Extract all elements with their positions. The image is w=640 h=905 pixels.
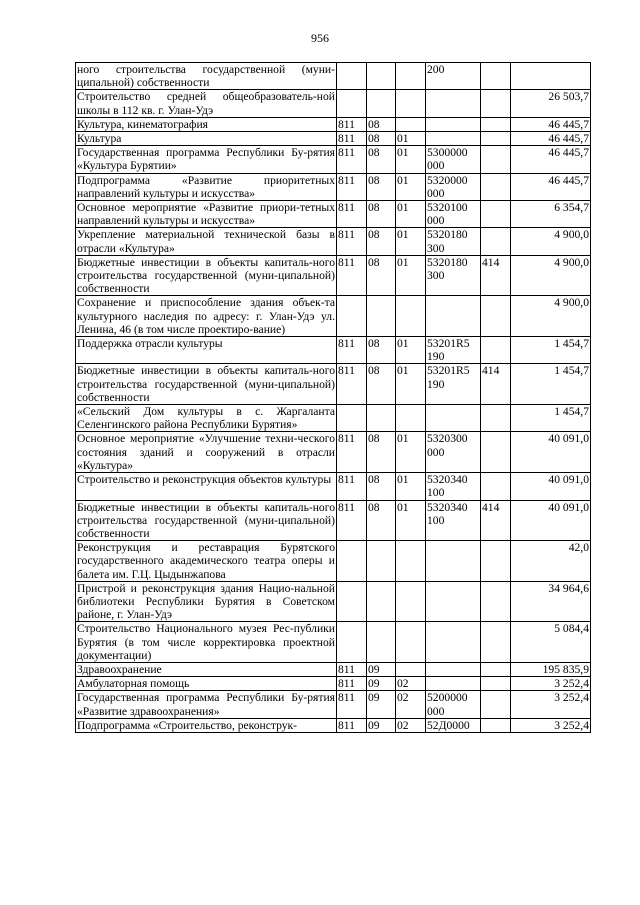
row-amount-cell (511, 63, 591, 90)
row-amount-cell: 34 964,6 (511, 581, 591, 622)
row-expense-type-cell (481, 90, 511, 117)
row-name-cell: Пристрой и реконструкция здания Нацио-нальной библиотеки Республики Бурятия в Советском районе, г. Улан-Удэ (77, 581, 335, 622)
row-subsection-cell: 01 (396, 132, 426, 146)
table-row (76, 677, 591, 691)
row-target-article-cell (426, 677, 481, 691)
row-amount-cell: 3 252,4 (511, 718, 591, 732)
table-row (76, 228, 591, 255)
row-subsection-cell: 01 (396, 255, 426, 296)
row-expense-type-cell (481, 405, 511, 432)
table-row (76, 718, 591, 732)
table-row (76, 405, 591, 432)
table-row (76, 581, 591, 622)
row-grbs-cell (337, 90, 367, 117)
row-subsection-cell (396, 296, 426, 337)
row-subsection-cell: 01 (396, 173, 426, 200)
row-name-cell: Здравоохранение (76, 662, 337, 676)
row-amount-cell: 26 503,7 (511, 90, 591, 117)
row-section-cell (367, 90, 396, 117)
budget-table (75, 62, 591, 733)
row-section-cell: 09 (367, 662, 396, 676)
row-target-article-cell: 5200000 000 (426, 691, 481, 718)
row-amount-cell: 1 454,7 (511, 337, 591, 364)
row-amount-cell: 5 084,4 (511, 622, 591, 663)
row-expense-type-cell (481, 662, 511, 676)
row-subsection-cell (396, 622, 426, 663)
table-row (76, 541, 591, 582)
row-name-cell: Подпрограмма «Строительство, реконструк- (76, 718, 337, 732)
row-name-cell: Культура, кинематография (76, 117, 337, 131)
row-subsection-cell: 02 (396, 691, 426, 718)
row-name-cell: Бюджетные инвестиции в объекты капиталь-ного строительства государственной (муни-ципальной) собственности (77, 500, 335, 540)
row-subsection-cell (396, 405, 426, 432)
row-grbs-cell: 811 (337, 691, 367, 718)
row-subsection-cell: 02 (396, 677, 426, 691)
row-expense-type-cell (481, 677, 511, 691)
row-section-cell: 08 (367, 255, 396, 296)
row-subsection-cell: 01 (396, 146, 426, 173)
row-grbs-cell: 811 (337, 500, 367, 541)
row-grbs-cell (337, 63, 367, 90)
row-grbs-cell: 811 (337, 228, 367, 255)
row-name-cell: Государственная программа Республики Бу-рятия «Развитие здравоохранения» (77, 691, 335, 718)
row-grbs-cell: 811 (337, 255, 367, 296)
row-name-cell: Амбулаторная помощь (76, 677, 337, 691)
row-subsection-cell (396, 581, 426, 622)
table-row (76, 622, 591, 663)
row-section-cell: 08 (367, 117, 396, 131)
row-target-article-cell: 5320100 000 (426, 201, 481, 228)
row-grbs-cell: 811 (337, 718, 367, 732)
row-expense-type-cell (481, 541, 511, 582)
row-target-article-cell: 5320180 300 (426, 255, 481, 296)
row-name-cell: Подпрограмма «Развитие приоритетных направлений культуры и искусства» (77, 173, 335, 200)
table-row (76, 117, 591, 131)
row-target-article-cell (426, 581, 481, 622)
row-expense-type-cell (481, 581, 511, 622)
row-name-cell: Основное мероприятие «Улучшение техни-ческого состояния зданий и сооружений в отрасли «Культура» (77, 432, 335, 472)
page-number: 956 (311, 31, 329, 45)
row-subsection-cell (396, 63, 426, 90)
row-target-article-cell: 53201R5 190 (426, 337, 481, 364)
row-grbs-cell: 811 (337, 473, 367, 500)
row-name-cell: Строительство средней общеобразователь-ной школы в 112 кв. г. Улан-Удэ (77, 90, 335, 117)
row-grbs-cell: 811 (337, 662, 367, 676)
row-subsection-cell: 01 (396, 432, 426, 473)
table-row (76, 364, 591, 405)
row-expense-type-cell (481, 473, 511, 500)
row-subsection-cell: 02 (396, 718, 426, 732)
row-amount-cell: 46 445,7 (511, 146, 591, 173)
row-target-article-cell (426, 662, 481, 676)
table-row (76, 146, 591, 173)
row-expense-type-cell (481, 173, 511, 200)
row-section-cell: 08 (367, 228, 396, 255)
row-grbs-cell: 811 (337, 146, 367, 173)
row-grbs-cell: 811 (337, 677, 367, 691)
row-section-cell: 09 (367, 677, 396, 691)
row-subsection-cell: 01 (396, 364, 426, 405)
row-amount-cell: 195 835,9 (511, 662, 591, 676)
row-subsection-cell: 01 (396, 337, 426, 364)
row-expense-type-cell (481, 146, 511, 173)
row-amount-cell: 1 454,7 (511, 364, 591, 405)
row-subsection-cell: 01 (396, 228, 426, 255)
row-expense-type-cell: 414 (481, 364, 511, 405)
table-row (76, 296, 591, 337)
row-grbs-cell: 811 (337, 432, 367, 473)
row-grbs-cell: 811 (337, 201, 367, 228)
row-target-article-cell (426, 117, 481, 131)
row-target-article-cell: 5320340 100 (426, 500, 481, 541)
row-expense-type-cell (481, 337, 511, 364)
row-grbs-cell: 811 (337, 337, 367, 364)
row-section-cell: 08 (367, 473, 396, 500)
row-section-cell: 08 (367, 146, 396, 173)
row-name-cell: Бюджетные инвестиции в объекты капиталь-ного строительства государственной (муни-ципальной) собственности (77, 364, 335, 404)
row-grbs-cell (337, 296, 367, 337)
row-subsection-cell (396, 90, 426, 117)
row-subsection-cell: 01 (396, 201, 426, 228)
table-row (76, 473, 591, 500)
row-amount-cell: 40 091,0 (511, 432, 591, 473)
row-target-article-cell (426, 622, 481, 663)
row-target-article-cell (426, 405, 481, 432)
row-name-cell: Реконструкция и реставрация Бурятского государственного академического театра оперы и балета им. Г.Ц. Цыдынжапова (77, 541, 335, 581)
row-section-cell: 08 (367, 364, 396, 405)
row-name-cell: Государственная программа Республики Бу-рятия «Культура Бурятии» (77, 146, 335, 173)
row-grbs-cell: 811 (337, 364, 367, 405)
row-section-cell (367, 622, 396, 663)
table-row (76, 132, 591, 146)
row-section-cell: 09 (367, 718, 396, 732)
row-section-cell (367, 581, 396, 622)
row-grbs-cell (337, 581, 367, 622)
row-name-cell: Строительство и реконструкция объектов культуры (76, 473, 337, 500)
row-subsection-cell: 01 (396, 500, 426, 541)
row-amount-cell: 40 091,0 (511, 473, 591, 500)
table-row (76, 500, 591, 541)
row-name-cell: Строительство Национального музея Рес-публики Бурятия (в том числе корректировка проектной документации) (77, 622, 335, 662)
row-target-article-cell: 5320340 100 (426, 473, 481, 500)
table-row (76, 691, 591, 718)
row-target-article-cell (426, 296, 481, 337)
row-name-cell: Основное мероприятие «Развитие приори-тетных направлений культуры и искусства» (77, 201, 335, 228)
row-amount-cell: 42,0 (511, 541, 591, 582)
row-target-article-cell: 5320300 000 (426, 432, 481, 473)
row-amount-cell: 4 900,0 (511, 296, 591, 337)
row-grbs-cell: 811 (337, 132, 367, 146)
row-section-cell: 08 (367, 201, 396, 228)
row-amount-cell: 3 252,4 (511, 691, 591, 718)
row-amount-cell: 3 252,4 (511, 677, 591, 691)
row-section-cell: 08 (367, 432, 396, 473)
row-target-article-cell: 53201R5 190 (426, 364, 481, 405)
row-section-cell: 09 (367, 691, 396, 718)
row-expense-type-cell (481, 117, 511, 131)
row-expense-type-cell: 414 (481, 500, 511, 541)
budget-table-body (76, 63, 591, 733)
row-target-article-cell (426, 132, 481, 146)
row-section-cell: 08 (367, 500, 396, 541)
row-name-cell: Укрепление материальной технической базы в отрасли «Культура» (77, 228, 335, 255)
row-subsection-cell (396, 117, 426, 131)
row-target-article-cell: 5300000 000 (426, 146, 481, 173)
row-section-cell (367, 63, 396, 90)
table-row (76, 63, 591, 90)
row-expense-type-cell: 414 (481, 255, 511, 296)
row-expense-type-cell (481, 228, 511, 255)
row-target-article-cell: 200 (426, 63, 481, 90)
row-section-cell (367, 296, 396, 337)
row-grbs-cell (337, 622, 367, 663)
row-target-article-cell: 5320180 300 (426, 228, 481, 255)
row-section-cell (367, 405, 396, 432)
row-section-cell (367, 541, 396, 582)
row-amount-cell: 1 454,7 (511, 405, 591, 432)
row-grbs-cell (337, 405, 367, 432)
row-grbs-cell (337, 541, 367, 582)
row-name-cell: Поддержка отрасли культуры (76, 337, 337, 364)
row-name-cell: ного строительства государственной (муни-ципальной) собственности (77, 63, 335, 90)
table-row (76, 173, 591, 200)
row-section-cell: 08 (367, 173, 396, 200)
table-row (76, 432, 591, 473)
row-amount-cell: 4 900,0 (511, 228, 591, 255)
table-row (76, 255, 591, 296)
row-subsection-cell: 01 (396, 473, 426, 500)
row-expense-type-cell (481, 432, 511, 473)
row-name-cell: Культура (76, 132, 337, 146)
row-amount-cell: 40 091,0 (511, 500, 591, 541)
row-expense-type-cell (481, 622, 511, 663)
row-name-cell: Бюджетные инвестиции в объекты капиталь-ного строительства государственной (муни-ципальной) собственности (77, 255, 335, 296)
row-target-article-cell: 52Д0000 (426, 718, 481, 732)
row-grbs-cell: 811 (337, 117, 367, 131)
row-amount-cell: 46 445,7 (511, 173, 591, 200)
row-grbs-cell: 811 (337, 173, 367, 200)
row-target-article-cell (426, 90, 481, 117)
row-expense-type-cell (481, 718, 511, 732)
row-amount-cell: 6 354,7 (511, 201, 591, 228)
table-row (76, 90, 591, 117)
row-expense-type-cell (481, 296, 511, 337)
row-section-cell: 08 (367, 337, 396, 364)
row-name-cell: «Сельский Дом культуры в с. Жаргаланта Селенгинского района Республики Бурятия» (77, 405, 335, 432)
row-expense-type-cell (481, 201, 511, 228)
row-subsection-cell (396, 662, 426, 676)
table-row (76, 201, 591, 228)
row-expense-type-cell (481, 132, 511, 146)
row-expense-type-cell (481, 63, 511, 90)
row-expense-type-cell (481, 691, 511, 718)
row-target-article-cell (426, 541, 481, 582)
row-target-article-cell: 5320000 000 (426, 173, 481, 200)
row-section-cell: 08 (367, 132, 396, 146)
row-amount-cell: 46 445,7 (511, 117, 591, 131)
row-amount-cell: 4 900,0 (511, 255, 591, 296)
row-amount-cell: 46 445,7 (511, 132, 591, 146)
table-row (76, 662, 591, 676)
row-subsection-cell (396, 541, 426, 582)
table-row (76, 337, 591, 364)
row-name-cell: Сохранение и приспособление здания объек-та культурного наследия по адресу: г. Улан-Удэ ул. Ленина, 46 (в том числе проектиро-вание) (77, 296, 335, 336)
